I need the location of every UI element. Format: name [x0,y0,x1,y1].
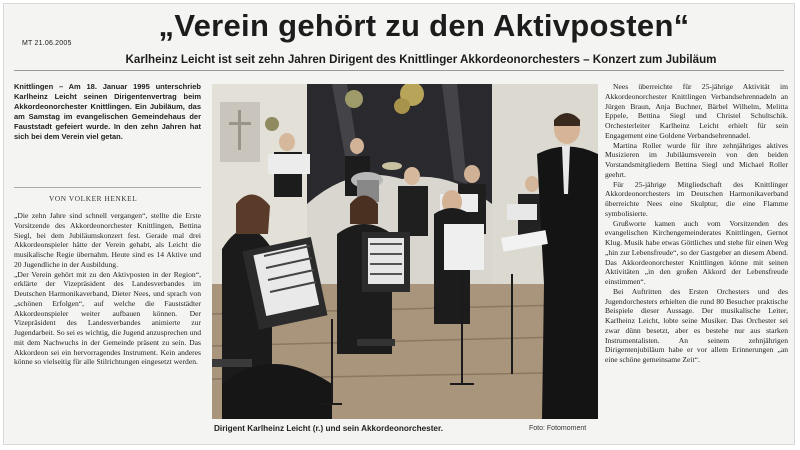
right-column [605,82,788,365]
photo-caption: Dirigent Karlheinz Leicht (r.) und sein Akkordeonorchester. [214,424,443,433]
left-column [14,82,201,141]
header-divider [14,70,784,71]
article-paragraph: Nees überreichte für 25-jährige Aktivität im Akkordeonorchester Knittlingen Verbandsehrennadeln an Jürgen Braun, Anja Buchner, Bärbel Wilhelm, Melitta Eppele, Bettina Siegl und Christel Schultschik. Orchesterleiter Karlheinz Leicht erhielt für sein Engagement eine Goldene Verbandsehrennadel. [605,82,788,140]
article-intro: Knittlingen – Am 18. Januar 1995 unterschrieb Karlheinz Leicht seinen Dirigentenvertrag beim Akkordeonorchester Knittlingen. Ein Jubiläum, das am Samstag im evangelischen Gemeindehaus der Fauststadt gefeiert wurde. In den zehn Jahren hat sich bei dem Verein viel getan. [14,82,201,141]
article-paragraph: Für 25-jährige Mitgliedschaft des Knittlinger Akkordeonorchesters im Deutschen Harmonikaverband überreichte Nees eine Skulptur, die eine Flamme symbolisierte. [605,179,788,218]
photo-credit: Foto: Fotomoment [529,425,587,432]
article-paragraph: „Der Verein gehört mit zu den Aktivposten in der Region“, erklärte der Vizepräsident des Landesverbandes im Deutschen Harmonikaverband, Dieter Nees, und sprach von „schönen Erfolgen“, auf welche die Fauststädter Akkordeonspieler weiter aufbauen können. Der Vizepräsident des Landesverbandes animierte zur Jugendarbeit. So sei es wichtig, die Jugend anzusprechen und mit dem Nachwuchs in der Gemeinde präsent zu sein. Das Akkordeon sei ein hervorragendes Instrument. Kein anderes könne so vielseitig für alle Stilrichtungen eingesetzt werden. [14,269,201,367]
headline: „Verein gehört zu den Aktivposten“ [158,8,690,43]
newspaper-clipping [3,3,795,445]
article-paragraph: Martina Roller wurde für ihre zehnjähriges aktives Musizieren im Jubiläumsverein von den beiden Vorstandsmitgliedern Bettina Siegl und Michael Roller geehrt. [605,140,788,179]
byline: VON VOLKER HENKEL [49,194,138,203]
orchestra-photo [212,84,598,419]
left-column-body [14,211,201,367]
subheadline: Karlheinz Leicht ist seit zehn Jahren Dirigent des Knittlinger Akkordeonorchesters – Konzert zum Jubiläum [125,53,717,66]
article-paragraph: Grußworte kamen auch vom Vorsitzenden des evangelischen Kirchengemeinderates Knittlingen, Gernot Klug. Musik habe etwas Göttliches und stehe für einen Weg „hin zur Lebensfreude“, so der Gastgeber an diesem Abend. Das Akkordeonorchester Knittlingen könne mit seinen Aktivitäten „in den großen Akkord der Lebensfreude einstimmen“. [605,218,788,286]
byline-divider [14,187,201,188]
article-paragraph: Bei Auftritten des Ersten Orchesters und des Jugendorchesters erhielten die rund 80 Besucher praktische Beispiele dieser Aussage. Der musikalische Leiter, Karlheinz Leicht, lobte seine Musiker. Das Orchester sei zwar dünn besetzt, aber es bestehe nur aus starken Instrumentalisten. An seinem zehnjährigen Dirigentenjubiläum habe er vor allem Erinnerungen „an eine schöne gemeinsame Zeit“. [605,286,788,364]
article-paragraph: „Die zehn Jahre sind schnell vergangen“, stellte die Erste Vorsitzende des Akkordeonorchester Knittlingen, Bettina Siegl, bei dem Jubiläumskonzert fest. Gerade mal drei Akkordeonspieler hätte der Verein gehabt, als Leicht die musikalische Regie übernahm. Heute sind es 14 Aktive und 20 Jugendliche in der Ausbildung. [14,211,201,269]
publication-date: MT 21.06.2005 [22,40,72,47]
